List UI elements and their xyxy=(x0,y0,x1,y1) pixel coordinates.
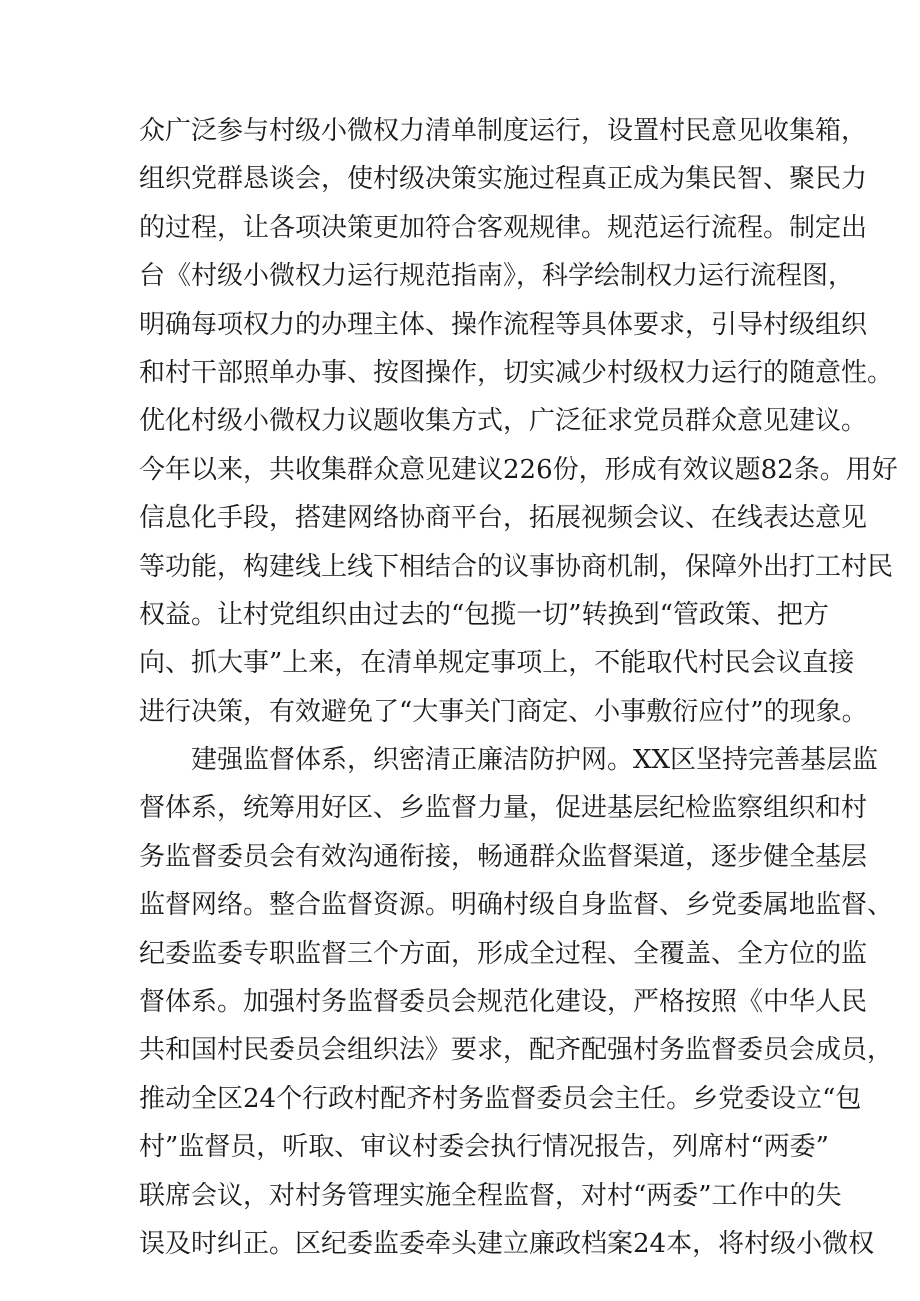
paragraph-line: 等功能，构建线上线下相结合的议事协商机制，保障外出打工村民 xyxy=(139,551,894,582)
paragraph-line: 建强监督体系，织密清正廉洁防护网。XX区坚持完善基层监 xyxy=(191,745,879,776)
paragraph-1 xyxy=(139,107,898,736)
paragraph-line: 今年以来，共收集群众意见建议226份，形成有效议题82条。用好 xyxy=(139,454,898,485)
paragraph-line: 监督网络。整合监督资源。明确村级自身监督、乡党委属地监督、 xyxy=(139,890,894,921)
paragraph-line: 明确每项权力的办理主体、操作流程等具体要求，引导村级组织 xyxy=(139,309,868,340)
paragraph-line: 督体系。加强村务监督委员会规范化建设，严格按照《中华人民 xyxy=(139,987,868,1018)
paragraph-line: 台《村级小微权力运行规范指南》，科学绘制权力运行流程图， xyxy=(139,261,855,292)
paragraph-line: 的过程，让各项决策更加符合客观规律。规范运行流程。制定出 xyxy=(139,212,868,243)
paragraph-line: 权益。让村党组织由过去的“包揽一切”转换到“管政策、把方 xyxy=(139,599,829,630)
paragraph-line: 村”监督员，听取、审议村委会执行情况报告，列席村“两委” xyxy=(139,1132,829,1163)
paragraph-line: 推动全区24个行政村配齐村务监督委员会主任。乡党委设立“包 xyxy=(139,1083,862,1114)
paragraph-line: 误及时纠正。区纪委监委牵头建立廉政档案24本，将村级小微权 xyxy=(139,1228,875,1259)
paragraph-line: 督体系，统筹用好区、乡监督力量，促进基层纪检监察组织和村 xyxy=(139,793,868,824)
paragraph-line: 和村干部照单办事、按图操作，切实减少村级权力运行的随意性。 xyxy=(139,357,894,388)
paragraph-line: 联席会议，对村务管理实施全程监督，对村“两委”工作中的失 xyxy=(139,1180,842,1211)
paragraph-line: 向、抓大事”上来，在清单规定事项上，不能取代村民会议直接 xyxy=(139,648,855,679)
body-text xyxy=(139,107,898,1268)
paragraph-line: 务监督委员会有效沟通衔接，畅通群众监督渠道，逐步健全基层 xyxy=(139,841,868,872)
paragraph-line: 进行决策，有效避免了“大事关门商定、小事敷衍应付”的现象。 xyxy=(139,696,868,727)
paragraph-line: 众广泛参与村级小微权力清单制度运行，设置村民意见收集箱， xyxy=(139,116,868,146)
paragraph-line: 组织党群恳谈会，使村级决策实施过程真正成为集民智、聚民力 xyxy=(139,164,868,195)
paragraph-line: 优化村级小微权力议题收集方式，广泛征求党员群众意见建议。 xyxy=(139,406,868,437)
paragraph-2 xyxy=(139,736,894,1268)
paragraph-line: 信息化手段，搭建网络协商平台，拓展视频会议、在线表达意见 xyxy=(139,503,868,534)
paragraph-line: 纪委监委专职监督三个方面，形成全过程、全覆盖、全方位的监 xyxy=(139,938,868,969)
paragraph-line: 共和国村民委员会组织法》要求，配齐配强村务监督委员会成员， xyxy=(139,1035,894,1066)
